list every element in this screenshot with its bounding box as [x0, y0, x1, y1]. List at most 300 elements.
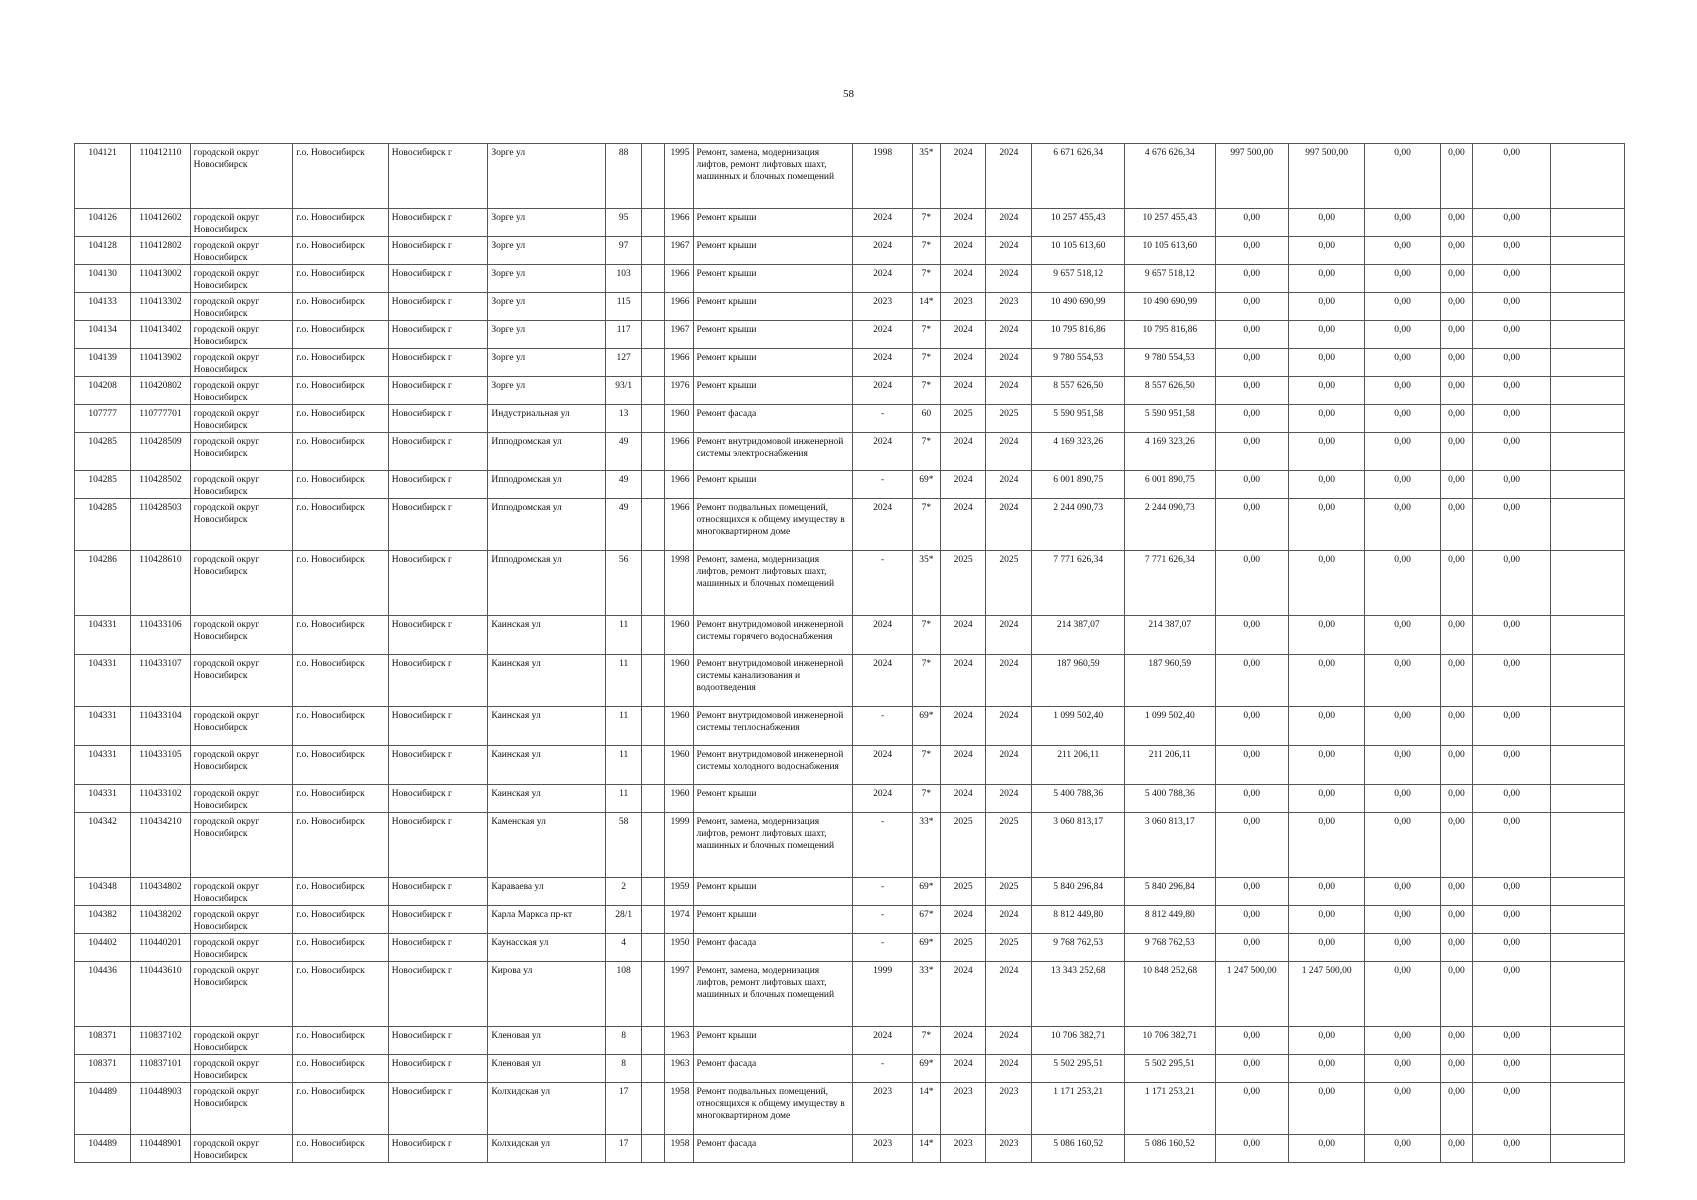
build-year-cell: 1995 [665, 144, 693, 209]
cost-budget-1-cell: 0,00 [1215, 321, 1288, 349]
note-cell [1551, 265, 1625, 293]
note-cell [1551, 1055, 1625, 1083]
total-cost-cell: 211 206,11 [1032, 746, 1125, 785]
cost-owners-cell: 0,00 [1472, 962, 1550, 1027]
street-cell: Каменская ул [488, 813, 606, 878]
wear-percent-cell: 35* [912, 144, 940, 209]
cost-owners-cell: 0,00 [1472, 321, 1550, 349]
work-type-cell: Ремонт крыши [693, 209, 853, 237]
cost-budget-1-cell: 997 500,00 [1215, 144, 1288, 209]
settlement-cell: Новосибирск г [388, 1083, 488, 1135]
building-cell [642, 1135, 665, 1163]
wear-percent-cell: 33* [912, 813, 940, 878]
municipality-cell: городской округ Новосибирск [190, 265, 293, 293]
cost-owners-cell: 0,00 [1472, 746, 1550, 785]
note-cell [1551, 813, 1625, 878]
cost-owners-cell: 0,00 [1472, 655, 1550, 707]
wear-percent-cell: 60 [912, 405, 940, 433]
last-repair-year-cell: 2023 [853, 1083, 912, 1135]
building-cell [642, 349, 665, 377]
cost-budget-3-cell: 0,00 [1365, 1083, 1440, 1135]
record-code-cell: 110837101 [131, 1055, 190, 1083]
total-cost-cell: 8 557 626,50 [1032, 377, 1125, 405]
building-cell [642, 813, 665, 878]
note-cell [1551, 405, 1625, 433]
municipal-district-cell: г.о. Новосибирск [293, 1055, 389, 1083]
work-type-cell: Ремонт подвальных помещений, относящихся к общему имуществу в многоквартирном доме [693, 1083, 853, 1135]
build-year-cell: 1963 [665, 1055, 693, 1083]
municipality-cell: городской округ Новосибирск [190, 878, 293, 906]
settlement-cell: Новосибирск г [388, 321, 488, 349]
cost-budget-4-cell: 0,00 [1440, 813, 1472, 878]
cost-fund-cell: 1 171 253,21 [1125, 1083, 1216, 1135]
note-cell [1551, 321, 1625, 349]
cost-fund-cell: 9 768 762,53 [1125, 934, 1216, 962]
municipality-cell: городской округ Новосибирск [190, 1027, 293, 1055]
work-type-cell: Ремонт внутридомовой инженерной системы теплоснабжения [693, 707, 853, 746]
settlement-cell: Новосибирск г [388, 349, 488, 377]
row-code-cell: 104130 [75, 265, 131, 293]
municipal-district-cell: г.о. Новосибирск [293, 707, 389, 746]
cost-budget-1-cell: 0,00 [1215, 237, 1288, 265]
street-cell: Кленовая ул [488, 1055, 606, 1083]
building-cell [642, 1027, 665, 1055]
total-cost-cell: 10 490 690,99 [1032, 293, 1125, 321]
cost-owners-cell: 0,00 [1472, 934, 1550, 962]
cost-budget-4-cell: 0,00 [1440, 1055, 1472, 1083]
total-cost-cell: 5 086 160,52 [1032, 1135, 1125, 1163]
wear-percent-cell: 69* [912, 878, 940, 906]
settlement-cell: Новосибирск г [388, 813, 488, 878]
cost-budget-1-cell: 0,00 [1215, 471, 1288, 499]
cost-budget-3-cell: 0,00 [1365, 616, 1440, 655]
last-repair-year-cell: 2024 [853, 746, 912, 785]
building-cell [642, 707, 665, 746]
build-year-cell: 1958 [665, 1083, 693, 1135]
row-code-cell: 104286 [75, 551, 131, 616]
record-code-cell: 110412802 [131, 237, 190, 265]
building-cell [642, 293, 665, 321]
total-cost-cell: 4 169 323,26 [1032, 433, 1125, 471]
record-code-cell: 110428503 [131, 499, 190, 551]
build-year-cell: 1966 [665, 499, 693, 551]
cost-budget-2-cell: 0,00 [1288, 1027, 1364, 1055]
house-number-cell: 11 [606, 616, 642, 655]
work-type-cell: Ремонт подвальных помещений, относящихся к общему имуществу в многоквартирном доме [693, 499, 853, 551]
cost-owners-cell: 0,00 [1472, 499, 1550, 551]
last-repair-year-cell: 2024 [853, 237, 912, 265]
work-type-cell: Ремонт фасада [693, 405, 853, 433]
cost-fund-cell: 5 502 295,51 [1125, 1055, 1216, 1083]
work-type-cell: Ремонт крыши [693, 471, 853, 499]
cost-fund-cell: 10 795 816,86 [1125, 321, 1216, 349]
build-year-cell: 1960 [665, 405, 693, 433]
cost-fund-cell: 3 060 813,17 [1125, 813, 1216, 878]
cost-fund-cell: 8 812 449,80 [1125, 906, 1216, 934]
cost-budget-4-cell: 0,00 [1440, 1027, 1472, 1055]
cost-budget-1-cell: 0,00 [1215, 433, 1288, 471]
settlement-cell: Новосибирск г [388, 1027, 488, 1055]
municipality-cell: городской округ Новосибирск [190, 293, 293, 321]
plan-year-end-cell: 2024 [986, 265, 1032, 293]
street-cell: Карла Маркса пр-кт [488, 906, 606, 934]
work-type-cell: Ремонт крыши [693, 1027, 853, 1055]
house-number-cell: 17 [606, 1135, 642, 1163]
cost-budget-2-cell: 0,00 [1288, 906, 1364, 934]
wear-percent-cell: 7* [912, 377, 940, 405]
note-cell [1551, 616, 1625, 655]
table-row [75, 616, 1625, 655]
cost-budget-2-cell: 0,00 [1288, 785, 1364, 813]
build-year-cell: 1960 [665, 655, 693, 707]
work-type-cell: Ремонт, замена, модернизация лифтов, ремонт лифтовых шахт, машинных и блочных помещений [693, 551, 853, 616]
cost-fund-cell: 10 848 252,68 [1125, 962, 1216, 1027]
house-number-cell: 88 [606, 144, 642, 209]
municipal-district-cell: г.о. Новосибирск [293, 144, 389, 209]
cost-budget-3-cell: 0,00 [1365, 934, 1440, 962]
cost-budget-4-cell: 0,00 [1440, 144, 1472, 209]
build-year-cell: 1960 [665, 785, 693, 813]
cost-fund-cell: 211 206,11 [1125, 746, 1216, 785]
note-cell [1551, 655, 1625, 707]
municipality-cell: городской округ Новосибирск [190, 707, 293, 746]
plan-year-end-cell: 2024 [986, 209, 1032, 237]
settlement-cell: Новосибирск г [388, 1055, 488, 1083]
municipal-district-cell: г.о. Новосибирск [293, 906, 389, 934]
municipal-district-cell: г.о. Новосибирск [293, 1027, 389, 1055]
municipal-district-cell: г.о. Новосибирск [293, 616, 389, 655]
row-code-cell: 104331 [75, 655, 131, 707]
wear-percent-cell: 35* [912, 551, 940, 616]
cost-budget-2-cell: 0,00 [1288, 551, 1364, 616]
row-code-cell: 104285 [75, 499, 131, 551]
municipal-district-cell: г.о. Новосибирск [293, 321, 389, 349]
house-number-cell: 11 [606, 746, 642, 785]
house-number-cell: 13 [606, 405, 642, 433]
row-code-cell: 104331 [75, 616, 131, 655]
record-code-cell: 110438202 [131, 906, 190, 934]
cost-budget-2-cell: 0,00 [1288, 471, 1364, 499]
plan-year-end-cell: 2024 [986, 144, 1032, 209]
cost-budget-2-cell: 0,00 [1288, 1055, 1364, 1083]
record-code-cell: 110440201 [131, 934, 190, 962]
municipal-district-cell: г.о. Новосибирск [293, 405, 389, 433]
cost-fund-cell: 2 244 090,73 [1125, 499, 1216, 551]
cost-budget-3-cell: 0,00 [1365, 746, 1440, 785]
work-type-cell: Ремонт внутридомовой инженерной системы электроснабжения [693, 433, 853, 471]
total-cost-cell: 9 657 518,12 [1032, 265, 1125, 293]
street-cell: Зорге ул [488, 377, 606, 405]
plan-year-end-cell: 2024 [986, 377, 1032, 405]
wear-percent-cell: 7* [912, 321, 940, 349]
house-number-cell: 49 [606, 471, 642, 499]
house-number-cell: 49 [606, 499, 642, 551]
cost-budget-3-cell: 0,00 [1365, 209, 1440, 237]
last-repair-year-cell: 2023 [853, 293, 912, 321]
cost-budget-3-cell: 0,00 [1365, 293, 1440, 321]
settlement-cell: Новосибирск г [388, 785, 488, 813]
cost-fund-cell: 10 105 613,60 [1125, 237, 1216, 265]
settlement-cell: Новосибирск г [388, 707, 488, 746]
municipal-district-cell: г.о. Новосибирск [293, 349, 389, 377]
cost-owners-cell: 0,00 [1472, 1027, 1550, 1055]
plan-year-start-cell: 2024 [940, 707, 985, 746]
record-code-cell: 110433106 [131, 616, 190, 655]
note-cell [1551, 349, 1625, 377]
municipal-district-cell: г.о. Новосибирск [293, 499, 389, 551]
settlement-cell: Новосибирск г [388, 265, 488, 293]
last-repair-year-cell: 2024 [853, 785, 912, 813]
house-number-cell: 93/1 [606, 377, 642, 405]
wear-percent-cell: 7* [912, 655, 940, 707]
cost-budget-3-cell: 0,00 [1365, 551, 1440, 616]
plan-year-end-cell: 2025 [986, 405, 1032, 433]
street-cell: Зорге ул [488, 349, 606, 377]
record-code-cell: 110837102 [131, 1027, 190, 1055]
building-cell [642, 934, 665, 962]
table-row [75, 962, 1625, 1027]
work-type-cell: Ремонт крыши [693, 906, 853, 934]
note-cell [1551, 293, 1625, 321]
work-type-cell: Ремонт, замена, модернизация лифтов, ремонт лифтовых шахт, машинных и блочных помещений [693, 962, 853, 1027]
plan-year-start-cell: 2025 [940, 551, 985, 616]
build-year-cell: 1960 [665, 707, 693, 746]
cost-owners-cell: 0,00 [1472, 1055, 1550, 1083]
house-number-cell: 2 [606, 878, 642, 906]
build-year-cell: 1998 [665, 551, 693, 616]
total-cost-cell: 10 257 455,43 [1032, 209, 1125, 237]
total-cost-cell: 187 960,59 [1032, 655, 1125, 707]
table-row [75, 934, 1625, 962]
cost-budget-4-cell: 0,00 [1440, 377, 1472, 405]
plan-year-start-cell: 2024 [940, 1055, 985, 1083]
settlement-cell: Новосибирск г [388, 616, 488, 655]
building-cell [642, 1083, 665, 1135]
last-repair-year-cell: 2023 [853, 1135, 912, 1163]
municipality-cell: городской округ Новосибирск [190, 1055, 293, 1083]
plan-year-start-cell: 2024 [940, 349, 985, 377]
cost-budget-1-cell: 0,00 [1215, 499, 1288, 551]
build-year-cell: 1967 [665, 237, 693, 265]
municipality-cell: городской округ Новосибирск [190, 237, 293, 265]
row-code-cell: 104342 [75, 813, 131, 878]
table-row [75, 878, 1625, 906]
work-type-cell: Ремонт внутридомовой инженерной системы канализования и водоотведения [693, 655, 853, 707]
municipal-district-cell: г.о. Новосибирск [293, 237, 389, 265]
cost-budget-1-cell: 0,00 [1215, 405, 1288, 433]
plan-year-start-cell: 2023 [940, 1083, 985, 1135]
note-cell [1551, 499, 1625, 551]
street-cell: Каунасская ул [488, 934, 606, 962]
table-row [75, 321, 1625, 349]
plan-year-start-cell: 2025 [940, 405, 985, 433]
total-cost-cell: 5 400 788,36 [1032, 785, 1125, 813]
municipal-district-cell: г.о. Новосибирск [293, 962, 389, 1027]
building-cell [642, 878, 665, 906]
house-number-cell: 8 [606, 1055, 642, 1083]
municipality-cell: городской округ Новосибирск [190, 616, 293, 655]
note-cell [1551, 1083, 1625, 1135]
total-cost-cell: 10 706 382,71 [1032, 1027, 1125, 1055]
row-code-cell: 104348 [75, 878, 131, 906]
municipality-cell: городской округ Новосибирск [190, 746, 293, 785]
cost-owners-cell: 0,00 [1472, 471, 1550, 499]
cost-budget-2-cell: 0,00 [1288, 237, 1364, 265]
street-cell: Колхидская ул [488, 1135, 606, 1163]
capital-repair-table [74, 143, 1625, 1163]
house-number-cell: 28/1 [606, 906, 642, 934]
cost-budget-3-cell: 0,00 [1365, 813, 1440, 878]
work-type-cell: Ремонт внутридомовой инженерной системы горячего водоснабжения [693, 616, 853, 655]
plan-year-start-cell: 2024 [940, 321, 985, 349]
wear-percent-cell: 7* [912, 265, 940, 293]
note-cell [1551, 934, 1625, 962]
work-type-cell: Ремонт крыши [693, 349, 853, 377]
cost-budget-3-cell: 0,00 [1365, 785, 1440, 813]
last-repair-year-cell: 2024 [853, 209, 912, 237]
record-code-cell: 110433107 [131, 655, 190, 707]
row-code-cell: 104382 [75, 906, 131, 934]
build-year-cell: 1960 [665, 746, 693, 785]
cost-budget-1-cell: 0,00 [1215, 785, 1288, 813]
plan-year-end-cell: 2024 [986, 962, 1032, 1027]
table-row [75, 265, 1625, 293]
municipality-cell: городской округ Новосибирск [190, 655, 293, 707]
note-cell [1551, 377, 1625, 405]
building-cell [642, 265, 665, 293]
plan-year-start-cell: 2025 [940, 878, 985, 906]
row-code-cell: 104331 [75, 746, 131, 785]
street-cell: Каинская ул [488, 746, 606, 785]
row-code-cell: 104139 [75, 349, 131, 377]
cost-owners-cell: 0,00 [1472, 785, 1550, 813]
build-year-cell: 1966 [665, 349, 693, 377]
cost-budget-3-cell: 0,00 [1365, 499, 1440, 551]
table-row [75, 906, 1625, 934]
table-row [75, 1135, 1625, 1163]
total-cost-cell: 10 795 816,86 [1032, 321, 1125, 349]
cost-budget-2-cell: 0,00 [1288, 655, 1364, 707]
cost-budget-3-cell: 0,00 [1365, 433, 1440, 471]
record-code-cell: 110428509 [131, 433, 190, 471]
cost-owners-cell: 0,00 [1472, 878, 1550, 906]
build-year-cell: 1966 [665, 433, 693, 471]
cost-budget-3-cell: 0,00 [1365, 237, 1440, 265]
cost-owners-cell: 0,00 [1472, 813, 1550, 878]
total-cost-cell: 5 840 296,84 [1032, 878, 1125, 906]
building-cell [642, 209, 665, 237]
cost-owners-cell: 0,00 [1472, 293, 1550, 321]
municipal-district-cell: г.о. Новосибирск [293, 1135, 389, 1163]
house-number-cell: 58 [606, 813, 642, 878]
note-cell [1551, 433, 1625, 471]
record-code-cell: 110413402 [131, 321, 190, 349]
total-cost-cell: 10 105 613,60 [1032, 237, 1125, 265]
plan-year-end-cell: 2024 [986, 746, 1032, 785]
house-number-cell: 11 [606, 707, 642, 746]
cost-budget-3-cell: 0,00 [1365, 906, 1440, 934]
municipal-district-cell: г.о. Новосибирск [293, 377, 389, 405]
cost-budget-2-cell: 1 247 500,00 [1288, 962, 1364, 1027]
table-row [75, 1083, 1625, 1135]
wear-percent-cell: 7* [912, 499, 940, 551]
build-year-cell: 1967 [665, 321, 693, 349]
cost-budget-3-cell: 0,00 [1365, 1135, 1440, 1163]
settlement-cell: Новосибирск г [388, 878, 488, 906]
total-cost-cell: 8 812 449,80 [1032, 906, 1125, 934]
settlement-cell: Новосибирск г [388, 405, 488, 433]
plan-year-end-cell: 2025 [986, 551, 1032, 616]
row-code-cell: 107777 [75, 405, 131, 433]
municipal-district-cell: г.о. Новосибирск [293, 785, 389, 813]
total-cost-cell: 9 780 554,53 [1032, 349, 1125, 377]
build-year-cell: 1963 [665, 1027, 693, 1055]
municipality-cell: городской округ Новосибирск [190, 433, 293, 471]
cost-budget-4-cell: 0,00 [1440, 209, 1472, 237]
house-number-cell: 11 [606, 655, 642, 707]
municipal-district-cell: г.о. Новосибирск [293, 1083, 389, 1135]
record-code-cell: 110448901 [131, 1135, 190, 1163]
street-cell: Каинская ул [488, 616, 606, 655]
street-cell: Индустриальная ул [488, 405, 606, 433]
cost-budget-2-cell: 0,00 [1288, 878, 1364, 906]
row-code-cell: 104134 [75, 321, 131, 349]
table-row [75, 377, 1625, 405]
cost-budget-4-cell: 0,00 [1440, 878, 1472, 906]
wear-percent-cell: 7* [912, 237, 940, 265]
row-code-cell: 104436 [75, 962, 131, 1027]
municipality-cell: городской округ Новосибирск [190, 377, 293, 405]
cost-budget-2-cell: 0,00 [1288, 746, 1364, 785]
cost-budget-3-cell: 0,00 [1365, 265, 1440, 293]
house-number-cell: 127 [606, 349, 642, 377]
plan-year-end-cell: 2024 [986, 471, 1032, 499]
municipality-cell: городской округ Новосибирск [190, 349, 293, 377]
wear-percent-cell: 69* [912, 934, 940, 962]
cost-budget-2-cell: 0,00 [1288, 1135, 1364, 1163]
cost-budget-4-cell: 0,00 [1440, 962, 1472, 1027]
cost-fund-cell: 1 099 502,40 [1125, 707, 1216, 746]
building-cell [642, 499, 665, 551]
municipal-district-cell: г.о. Новосибирск [293, 878, 389, 906]
municipality-cell: городской округ Новосибирск [190, 499, 293, 551]
cost-budget-1-cell: 0,00 [1215, 377, 1288, 405]
cost-owners-cell: 0,00 [1472, 144, 1550, 209]
building-cell [642, 616, 665, 655]
municipality-cell: городской округ Новосибирск [190, 1083, 293, 1135]
cost-budget-4-cell: 0,00 [1440, 746, 1472, 785]
cost-budget-3-cell: 0,00 [1365, 1055, 1440, 1083]
wear-percent-cell: 69* [912, 707, 940, 746]
build-year-cell: 1960 [665, 616, 693, 655]
record-code-cell: 110420802 [131, 377, 190, 405]
plan-year-end-cell: 2024 [986, 1027, 1032, 1055]
plan-year-start-cell: 2024 [940, 209, 985, 237]
plan-year-end-cell: 2024 [986, 1055, 1032, 1083]
settlement-cell: Новосибирск г [388, 144, 488, 209]
plan-year-start-cell: 2024 [940, 237, 985, 265]
cost-budget-2-cell: 0,00 [1288, 499, 1364, 551]
row-code-cell: 104331 [75, 785, 131, 813]
building-cell [642, 551, 665, 616]
plan-year-start-cell: 2024 [940, 144, 985, 209]
build-year-cell: 1966 [665, 209, 693, 237]
work-type-cell: Ремонт крыши [693, 265, 853, 293]
plan-year-start-cell: 2024 [940, 377, 985, 405]
table-row [75, 655, 1625, 707]
build-year-cell: 1958 [665, 1135, 693, 1163]
municipal-district-cell: г.о. Новосибирск [293, 293, 389, 321]
